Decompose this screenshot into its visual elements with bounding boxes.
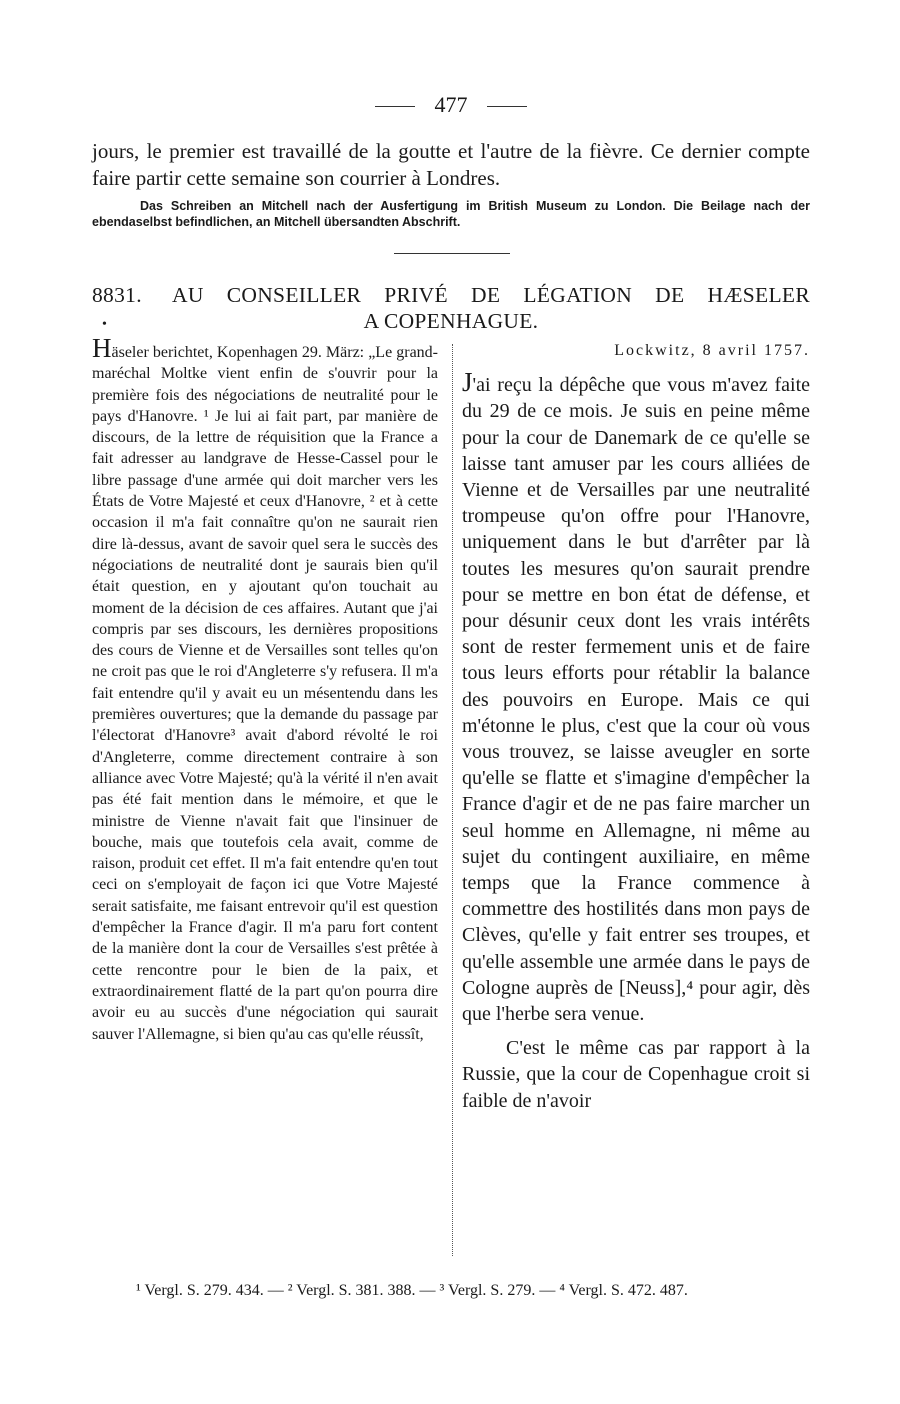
report-column: [92, 333, 438, 1045]
column-divider: [452, 344, 453, 1256]
header-rule-right: [487, 106, 527, 107]
right-dropcap: J: [462, 367, 473, 398]
continued-text: jours, le premier est travaillé de la goutte et l'autre de la fièvre. Ce dernier compte faire partir cette semaine son courrier à Londres.: [92, 139, 810, 190]
heading-mark: •: [102, 317, 108, 332]
heading-line-1: AU CONSEILLER PRIVÉ DE LÉGATION DE HÆSELER: [172, 283, 810, 307]
page-number: 477: [434, 92, 468, 117]
page-header: [92, 92, 810, 118]
dateline: Lockwitz, 8 avril 1757.: [614, 342, 810, 359]
section-separator: [394, 253, 510, 254]
header-rule-left: [375, 106, 415, 107]
source-note: [92, 198, 810, 230]
left-dropcap: H: [92, 333, 112, 363]
letter-paragraph-1: [462, 369, 810, 1027]
letter-paragraph-1-text: 'ai reçu la dépêche que vous m'avez faite du 29 de ce mois. Je suis en peine même pour la cour de Danemark de ce qu'elle se laisse tant amuser par les cours alliées de Vienne et de Versailles par une neutralité trompeuse qu'on offre pour l'Hanovre, uniquement dans le but d'arrêter par là toutes les mesures qu'on saurait prendre pour se mettre en bon état de défense, et pour désunir ceux dont les vrais intérêts sont de rester fermement unis et de faire tous leurs efforts pour rétablir la balance des pouvoirs en Europe. Mais ce qui m'étonne le plus, c'est que la cour où vous vous trouvez, se laisse aveugler en sorte qu'elle se flatte et s'imagine d'empêcher la France d'agir et de ne pas faire marcher un seul homme en Allemagne, ni même au sujet du contingent auxiliaire, en même temps que la France commence à commettre des hostilités dans mon pays de Clèves, qu'elle y fait entrer ses troupes, et qu'elle assemble une armée dans le pays de Cologne auprès de [Neuss],⁴ pour agir, dès que l'herbe sera venue.: [462, 374, 810, 1026]
letter-number: 8831.: [92, 283, 142, 307]
heading-line-2: A COPENHAGUE.: [363, 309, 539, 333]
source-note-text: Das Schreiben an Mitchell nach der Ausfertigung im British Museum zu London. Die Beilage nach der ebendaselbst befindlichen, an Mitchell übersandten Abschrift.: [92, 199, 810, 229]
report-text: äseler berichtet, Kopenhagen 29. März: „Le grand-maréchal Moltke vient enfin de s'ouvrir pour la première fois des négociations de neutralité pour le pays d'Hanovre. ¹ Je lui ai fait part, par manière de discours, de la lettre de réquisition que la France a fait adresser au landgrave de Hesse-Cassel pour le libre passage d'une armée qui doit marcher vers les États de Votre Majesté et ceux d'Hanovre, ² et à cette occasion il m'a fait connaître qu'on ne saurait rien dire là-dessus, avant de savoir quel sera le succès des négociations de neutralité dont je saurais bien qu'il était question, en y ajoutant qu'on touchait au moment de la décision de ces affaires. Autant que j'ai compris par ses discours, les dernières propositions des cours de Vienne et de Versailles sont telles qu'on ne croit pas que le roi d'Angleterre s'y refusera. Il m'a fait entendre qu'il y avait eu un mésentendu dans les premières ouvertures; que la demande du passage par l'électorat d'Hanovre³ avait d'abord révolté le roi d'Angleterre, comme directement contraire à son alliance avec Votre Majesté; qu'à la vérité il n'en avait pas été fait mention dans le mémoire, et que le ministre de Vienne n'avait fait que l'insinuer de bouche, mais que toutefois cela avait, comme de raison, produit cet effet. Il m'a fait entendre qu'en tout ceci on s'employait de façon ici que Votre Majesté serait satisfaite, me faisant entrevoir qu'il est question d'empêcher la France d'agir. Il m'a paru fort content de la manière dont la cour de Versailles s'est prêtée à cette rencontre pour le bien de la paix, et extraordinairement flatté de la part qu'on pourra dire avoir eu au succès d'une négociation qui saurait sauver l'Allemagne, si bien qu'au cas qu'elle réussît,: [92, 344, 438, 1043]
letter-paragraph-2: C'est le même cas par rapport à la Russie, que la cour de Copenhague croit si faible de n'avoir: [462, 1037, 810, 1112]
letter-column: [462, 338, 810, 1114]
footnotes: ¹ Vergl. S. 279. 434. — ² Vergl. S. 381. 388. — ³ Vergl. S. 279. — ⁴ Vergl. S. 472. 487.: [136, 1282, 688, 1299]
document-page: [92, 0, 810, 1404]
